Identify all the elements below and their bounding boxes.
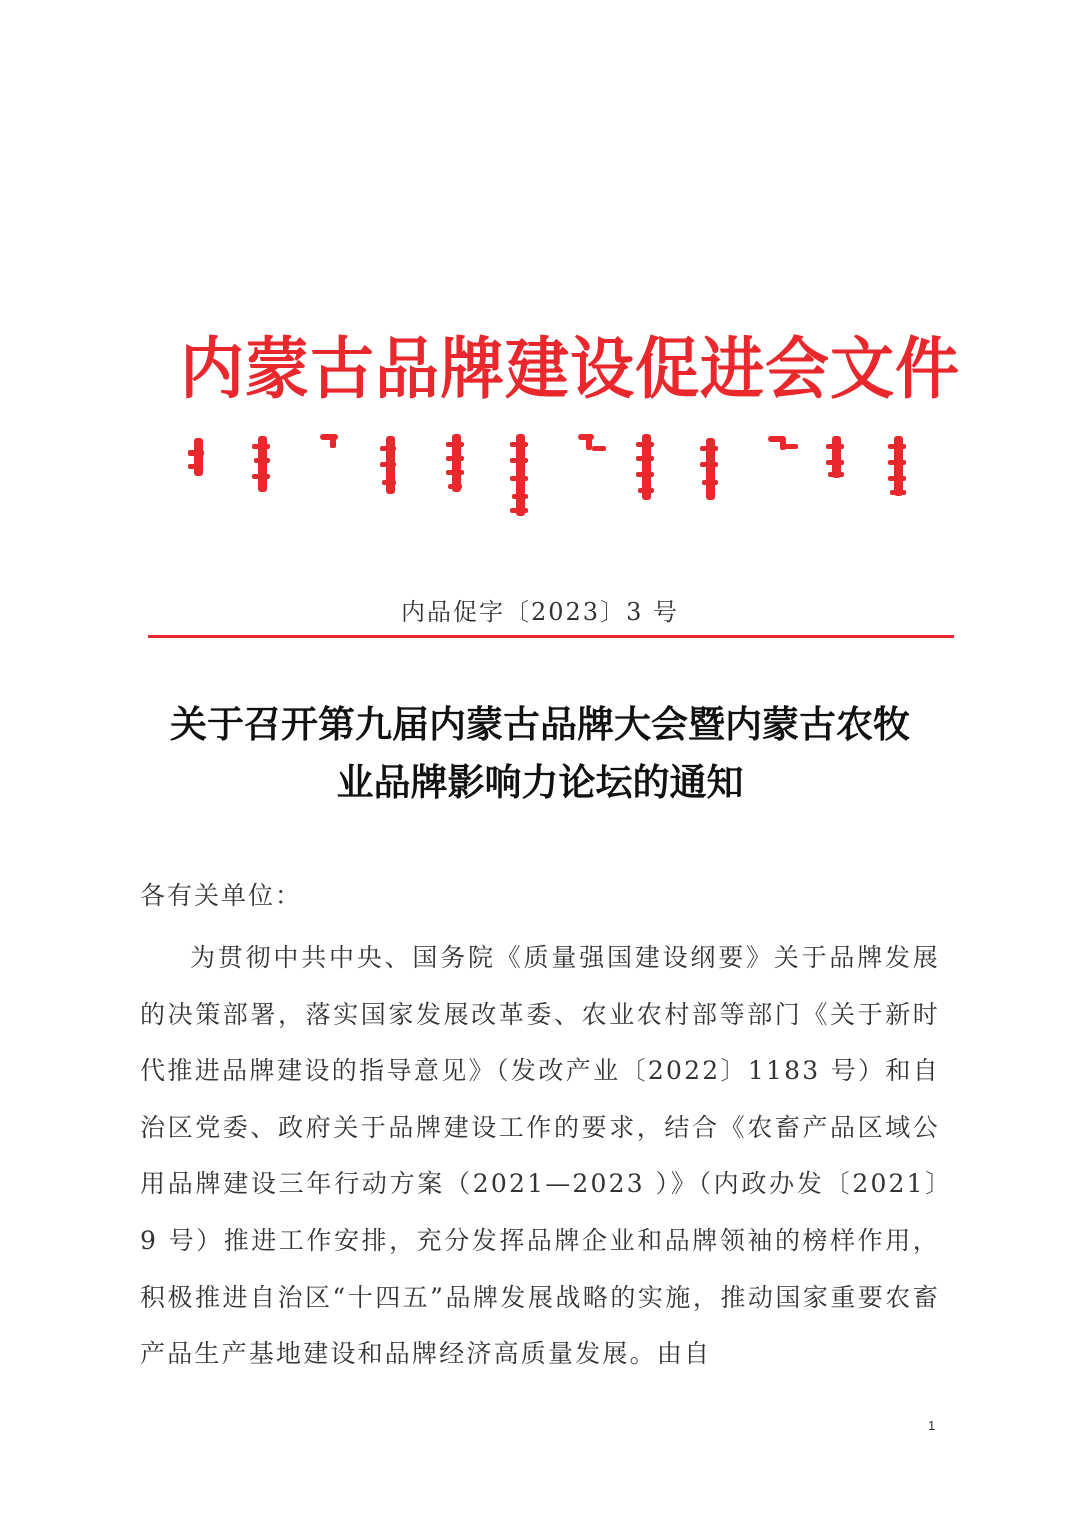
mongolian-word-3: [320, 434, 338, 448]
page-number: 1: [928, 1418, 936, 1433]
document-number: 内品促字〔2023〕3 号: [401, 598, 679, 626]
mongolian-word-6: [510, 434, 528, 516]
mongolian-word-8: [636, 434, 654, 500]
salutation: 各有关单位：: [140, 881, 303, 910]
mongolian-word-5: [446, 434, 464, 492]
issuer-header-title: 内蒙古品牌建设促进会文件: [180, 331, 960, 409]
body-paragraph: 为贯彻中共中央、国务院《质量强国建设纲要》关于品牌发展的决策部署，落实国家发展改革委、农业农村部等部门《关于新时代推进品牌建设的指导意见》（发改产业〔2022〕1183 号）和自治区党委、政府关于品牌建设工作的要求，结合《农畜产品区域公用品牌建设三年行动方案（2021—2023 ）》（内政办发〔2021〕9 号）推进工作安排，充分发挥品牌企业和品牌领袖的榜样作用，积极推进自治区“十四五”品牌发展战略的实施，推动国家重要农畜产品生产基地建设和品牌经济高质量发展。由自: [140, 943, 940, 1369]
mongolian-word-9: [700, 438, 718, 500]
mongolian-word-1: [188, 438, 204, 476]
notice-title: [130, 696, 950, 812]
red-divider-line: [148, 635, 954, 638]
mongolian-word-7: [578, 434, 606, 451]
mongolian-word-4: [380, 436, 396, 494]
mongolian-word-12: [888, 436, 906, 496]
notice-title-line-1: 关于召开第九届内蒙古品牌大会暨内蒙古农牧: [170, 703, 910, 746]
notice-title-line-2: 业品牌影响力论坛的通知: [336, 761, 744, 804]
mongolian-script-line: [180, 428, 920, 524]
mongolian-word-11: [826, 436, 844, 478]
mongolian-word-2: [252, 436, 270, 492]
mongolian-script-glyphs: [180, 428, 920, 524]
mongolian-word-10: [768, 436, 798, 450]
